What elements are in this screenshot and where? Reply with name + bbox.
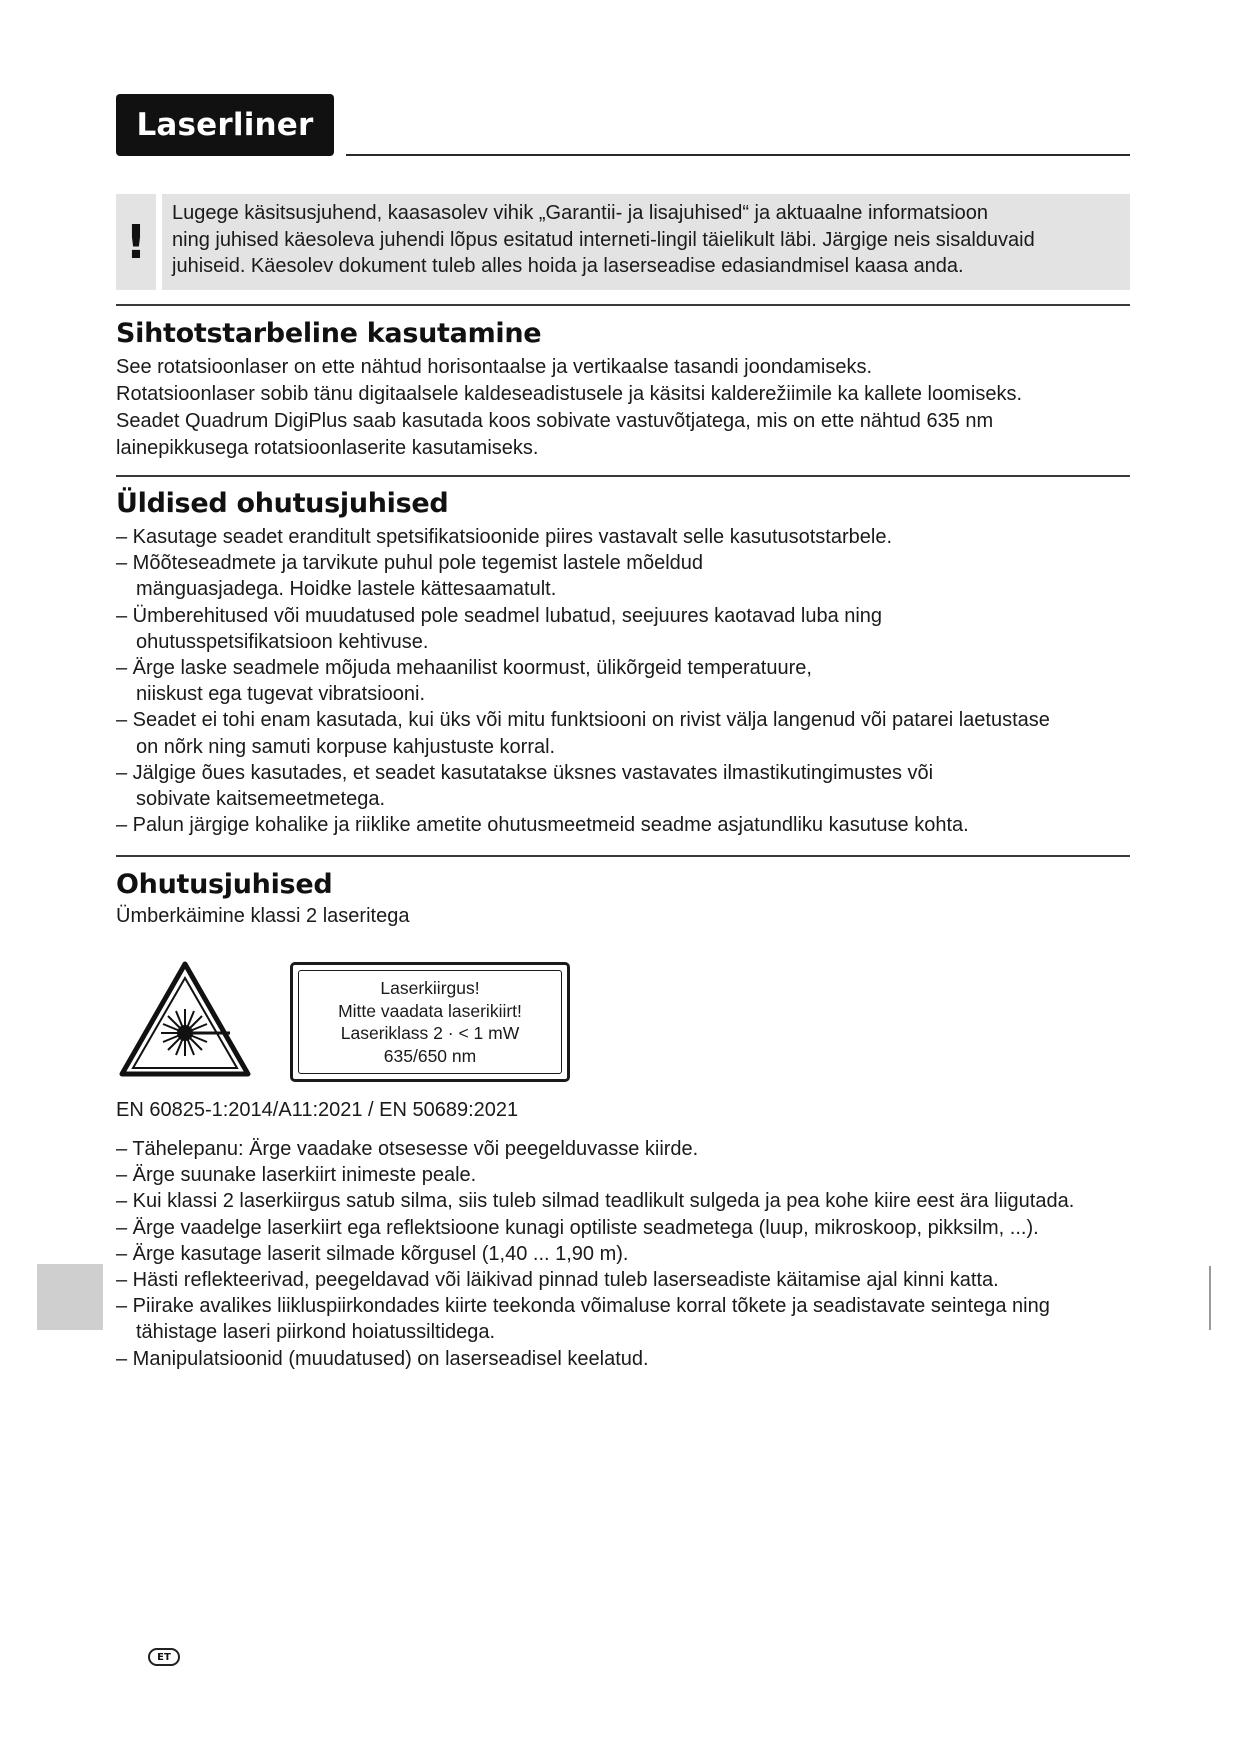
list-item — [116, 1267, 1146, 1293]
list-item-continuation: sobivate kaitsemeetmetega. — [136, 788, 386, 811]
list-item-text: – Ärge laske seadmele mõjuda mehaanilist koormust, ülikõrgeid temperatuure, — [116, 657, 812, 680]
notice-line: ning juhised käesoleva juhendi lõpus esitatud interneti-lingil täielikult läbi. Järgige neis sisalduvaid — [172, 228, 1035, 251]
list-item-text: – Ärge vaadelge laserkiirt ega reflektsioone kunagi optiliste seadmetega (luup, mikroskoop, pikksilm, ...). — [116, 1216, 1039, 1239]
list-item — [116, 1188, 1146, 1214]
laserliner-logo: Laserliner — [116, 94, 334, 156]
safety-heading: Ohutusjuhised — [116, 869, 333, 900]
standard-reference: EN 60825-1:2014/A11:2021 / EN 50689:2021 — [116, 1099, 519, 1121]
page-edge-marker — [1209, 1266, 1211, 1330]
list-item-text: – Mõõteseadmete ja tarvikute puhul pole tegemist lastele mõeldud — [116, 552, 704, 575]
header-divider — [346, 154, 1130, 156]
notice-line: Lugege käsitsusjuhend, kaasasolev vihik „Garantii- ja lisajuhised“ ja aktuaalne informatsioon — [172, 202, 989, 224]
list-item — [116, 655, 1146, 707]
section-divider — [116, 855, 1130, 857]
general-safety-heading: Üldised ohutusjuhised — [116, 488, 449, 519]
list-item — [116, 550, 1146, 602]
list-item-continuation: niiskust ega tugevat vibratsiooni. — [136, 683, 426, 706]
notice-text — [162, 194, 1130, 290]
list-item — [116, 603, 1146, 655]
list-item-text: – Seadet ei tohi enam kasutada, kui üks või mitu funktsiooni on rivist välja langenud või patarei laetustase — [116, 709, 1050, 732]
list-item-continuation: on nõrk ning samuti korpuse kahjustuste korral. — [136, 735, 556, 758]
intended-use-text — [116, 354, 1130, 462]
label-line: 635/650 nm — [383, 1045, 477, 1066]
list-item-text: – Kasutage seadet eranditult spetsifikatsioonide piires vastavalt selle kasutusotstarbele. — [116, 526, 893, 548]
list-item — [116, 812, 1146, 838]
list-item-text: – Jälgige õues kasutades, et seadet kasutatakse üksnes vastavates ilmastikutingimustes või — [116, 761, 934, 784]
intended-use-line: lainepikkusega rotatsioonlaserite kasutamiseks. — [116, 437, 539, 459]
safety-list — [116, 1136, 1146, 1372]
list-item-continuation: tähistage laseri piirkond hoiatussiltidega. — [136, 1321, 496, 1344]
laser-warning-icon — [118, 960, 252, 1080]
list-item — [116, 1293, 1146, 1345]
list-item-text: – Palun järgige kohalike ja riiklike ametite ohutusmeetmeid seadme asjatundliku kasutuse kohta. — [116, 814, 969, 837]
chapter-tab — [37, 1264, 103, 1330]
list-item-text: – Kui klassi 2 laserkiirgus satub silma, siis tuleb silmad teadlikult sulgeda ja pea kohe kiire eest ära liigutada. — [116, 1190, 1075, 1213]
intended-use-line: Seadet Quadrum DigiPlus saab kasutada koos sobivate vastuvõtjatega, mis on ette nähtud 635 nm — [116, 410, 994, 432]
list-item-continuation: ohutusspetsifikatsioon kehtivuse. — [136, 630, 429, 653]
general-safety-list — [116, 524, 1146, 838]
list-item-text: – Ärge kasutage laserit silmade kõrgusel (1,40 ... 1,90 m). — [116, 1242, 629, 1265]
label-line: Laseriklass 2 · < 1 mW — [340, 1023, 520, 1043]
section-divider — [116, 304, 1130, 306]
intended-use-line: Rotatsioonlaser sobib tänu digitaalsele kaldeseadistusele ja käsitsi kalderežiimile ka kallete loomiseks. — [116, 383, 1023, 405]
list-item-text: – Ärge suunake laserkiirt inimeste peale. — [116, 1164, 477, 1187]
intended-use-line: See rotatsioonlaser on ette nähtud horisontaalse ja vertikaalse tasandi joondamiseks. — [116, 356, 873, 378]
list-item-text: – Hästi reflekteerivad, peegeldavad või läikivad pinnad tuleb laserseadiste käitamise ajal kinni katta. — [116, 1269, 999, 1292]
notice-box — [116, 194, 1130, 290]
section-divider — [116, 475, 1130, 477]
exclamation-icon: ! — [116, 194, 156, 290]
list-item-text: – Ümberehitused või muudatused pole seadmel lubatud, seejuures kaotavad luba ning — [116, 604, 883, 627]
intended-use-heading: Sihtotstarbeline kasutamine — [116, 318, 542, 349]
list-item — [116, 707, 1146, 759]
list-item — [116, 1346, 1146, 1372]
list-item — [116, 1241, 1146, 1267]
list-item-continuation: mänguasjadega. Hoidke lastele kättesaamatult. — [136, 578, 557, 601]
list-item-text: – Tähelepanu: Ärge vaadake otsesesse või peegelduvasse kiirde. — [116, 1138, 699, 1160]
list-item — [116, 1215, 1146, 1241]
list-item — [116, 524, 1146, 550]
label-line: Laserkiirgus! — [380, 978, 480, 998]
laser-class-label — [290, 962, 570, 1082]
list-item — [116, 1136, 1146, 1162]
list-item — [116, 1162, 1146, 1188]
safety-subtitle: Ümberkäimine klassi 2 laseritega — [116, 905, 410, 927]
list-item — [116, 760, 1146, 812]
label-line: Mitte vaadata laserikiirt! — [338, 1000, 522, 1021]
list-item-text: – Piirake avalikes liikluspiirkondades kiirte teekonda võimaluse korral tõkete ja seadistavate seintega ning — [116, 1295, 1050, 1318]
list-item-text: – Manipulatsioonid (muudatused) on laserseadisel keelatud. — [116, 1347, 649, 1370]
language-badge: ET — [148, 1648, 180, 1666]
notice-line: juhiseid. Käesolev dokument tuleb alles hoida ja laserseadise edasiandmisel kaasa anda. — [172, 255, 964, 277]
